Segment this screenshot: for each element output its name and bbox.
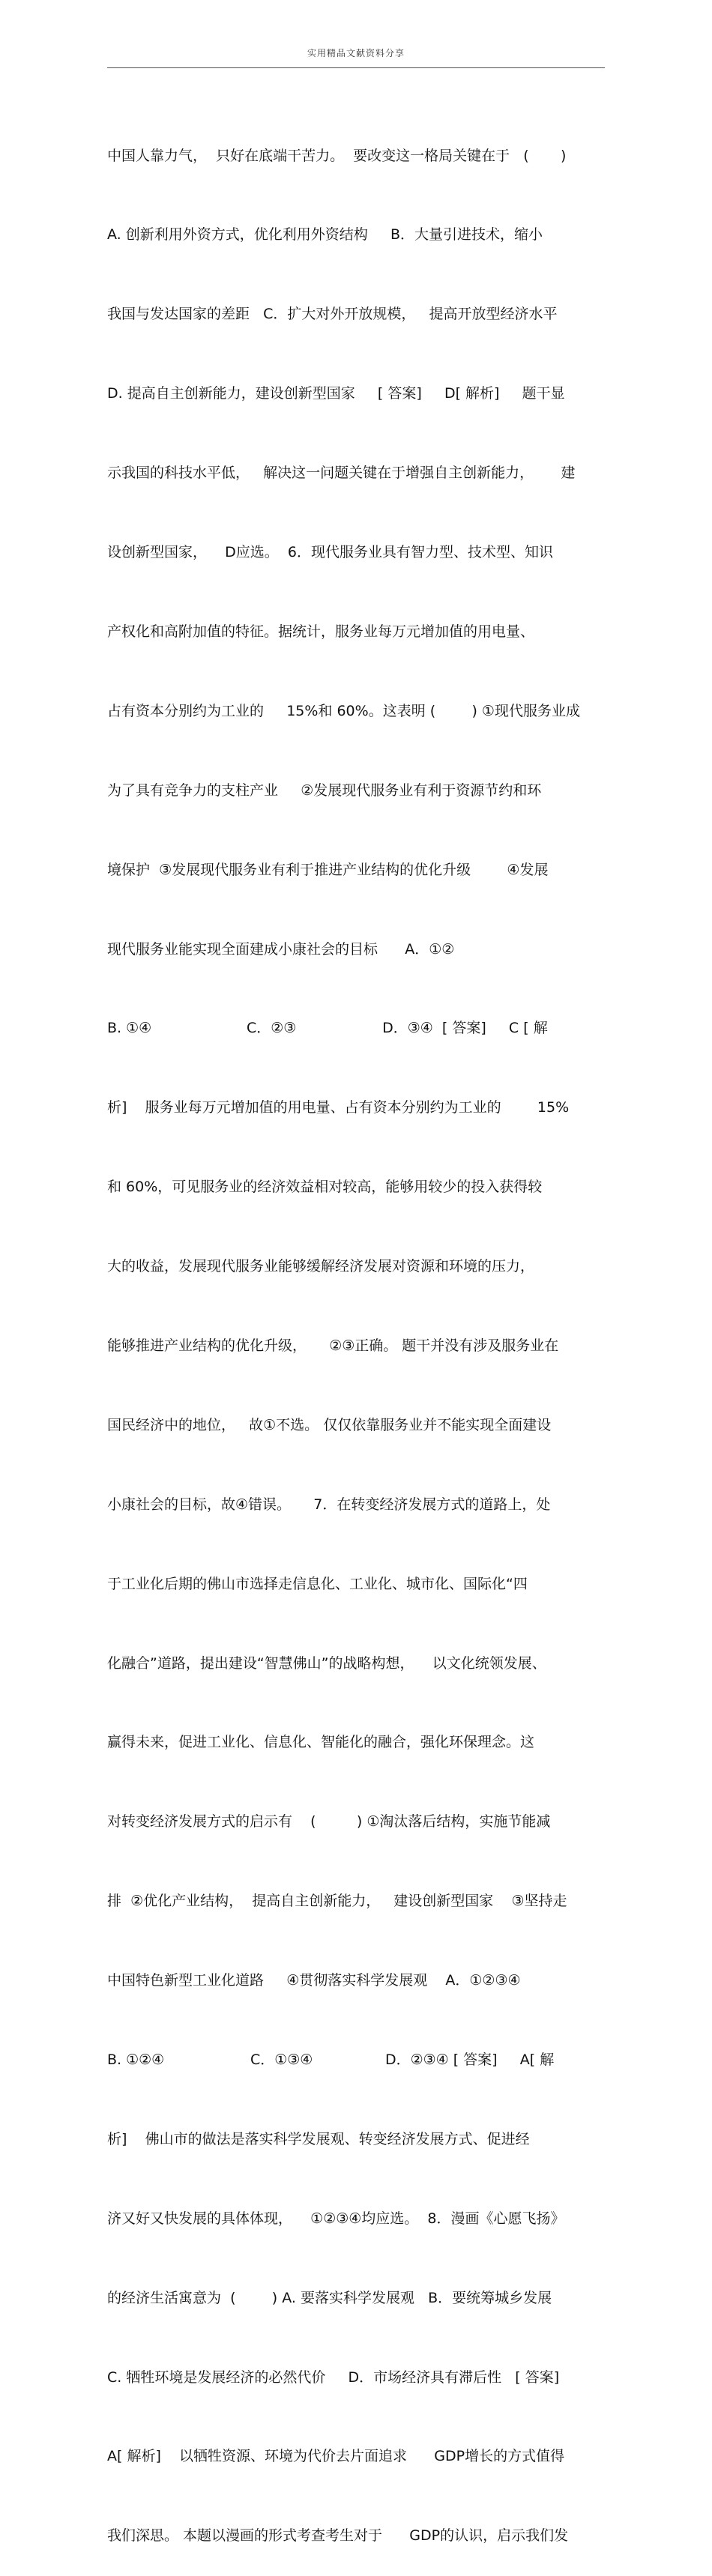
text-line: D. 提高自主创新能力，建设创新型国家 [ 答案] D[ 解析] 题干显 [107, 385, 565, 402]
text-line: 和 60%，可见服务业的经济效益相对较高，能够用较少的投入获得较 [107, 1179, 543, 1196]
text-line: 现代服务业能实现全面建成小康社会的目标 A．①② [107, 940, 455, 958]
page-header-title: 实用精品文献资料分享 [307, 48, 405, 58]
text-line: 小康社会的目标，故④错误。 7．在转变经济发展方式的道路上，处 [107, 1496, 551, 1513]
document-body [107, 90, 611, 2576]
text-line: 我国与发达国家的差距 C．扩大对外开放规模， 提高开放型经济水平 [107, 306, 558, 323]
text-line: 济又好又快发展的具体体现， ①②③④均应选。 8．漫画《心愿飞扬》 [107, 2210, 565, 2227]
text-line: 排 ②优化产业结构， 提高自主创新能力， 建设创新型国家 ③坚持走 [107, 1893, 567, 1910]
text-line: 产权化和高附加值的特征。据统计，服务业每万元增加值的用电量、 [107, 623, 535, 640]
text-line: 中国特色新型工业化道路 ④贯彻落实科学发展观 A．①②③④ [107, 1972, 521, 1989]
text-line: A. 创新利用外资方式，优化利用外资结构 B．大量引进技术，缩小 [107, 226, 543, 244]
text-line: 于工业化后期的佛山市选择走信息化、工业化、城市化、国际化“四 [107, 1575, 528, 1592]
text-line: 占有资本分别约为工业的 15%和 60%。这表明 ( ) ①现代服务业成 [107, 702, 580, 719]
text-line: 析] 佛山市的做法是落实科学发展观、转变经济发展方式、促进经 [107, 2130, 530, 2147]
text-line: 化融合”道路，提出建设“智慧佛山”的战略构想， 以文化统领发展、 [107, 1654, 546, 1672]
text-line: 能够推进产业结构的优化升级， ②③正确。 题干并没有涉及服务业在 [107, 1337, 559, 1354]
text-line: B. ①④ C．②③ D．③④ [ 答案] C [ 解 [107, 1020, 548, 1037]
header-divider [107, 67, 605, 68]
text-line: 的经济生活寓意为 ( ) A. 要落实科学发展观 B．要统筹城乡发展 [107, 2289, 552, 2306]
text-line: 对转变经济发展方式的启示有 ( ) ①淘汰落后结构，实施节能减 [107, 1813, 551, 1830]
text-line: 我们深思。 本题以漫画的形式考查考生对于 GDP的认识，启示我们发 [107, 2527, 569, 2545]
text-line: 境保护 ③发展现代服务业有利于推进产业结构的优化升级 ④发展 [107, 861, 549, 878]
text-line: 析] 服务业每万元增加值的用电量、占有资本分别约为工业的 15% [107, 1099, 570, 1116]
text-line: C. 牺牲环境是发展经济的必然代价 D．市场经济具有滞后性 [ 答案] [107, 2368, 560, 2386]
text-line: 中国人靠力气， 只好在底端干苦力。 要改变这一格局关键在于 ( ) [107, 147, 567, 164]
text-line: 赢得未来，促进工业化、信息化、智能化的融合，强化环保理念。这 [107, 1734, 535, 1751]
text-line: B. ①②④ C．①③④ D．②③④ [ 答案] A[ 解 [107, 2051, 555, 2068]
text-line: 示我国的科技水平低， 解决这一问题关键在于增强自主创新能力， 建 [107, 465, 576, 482]
text-line: 为了具有竞争力的支柱产业 ②发展现代服务业有利于资源节约和环 [107, 781, 542, 799]
text-line: 国民经济中的地位， 故①不选。 仅仅依靠服务业并不能实现全面建设 [107, 1416, 552, 1433]
text-line: 设创新型国家， D应选。 6．现代服务业具有智力型、技术型、知识 [107, 544, 553, 561]
text-line: A[ 解析] 以牺牲资源、环境为代价去片面追求 GDP增长的方式值得 [107, 2448, 565, 2465]
text-line: 大的收益，发展现代服务业能够缓解经济发展对资源和环境的压力， [107, 1258, 535, 1275]
